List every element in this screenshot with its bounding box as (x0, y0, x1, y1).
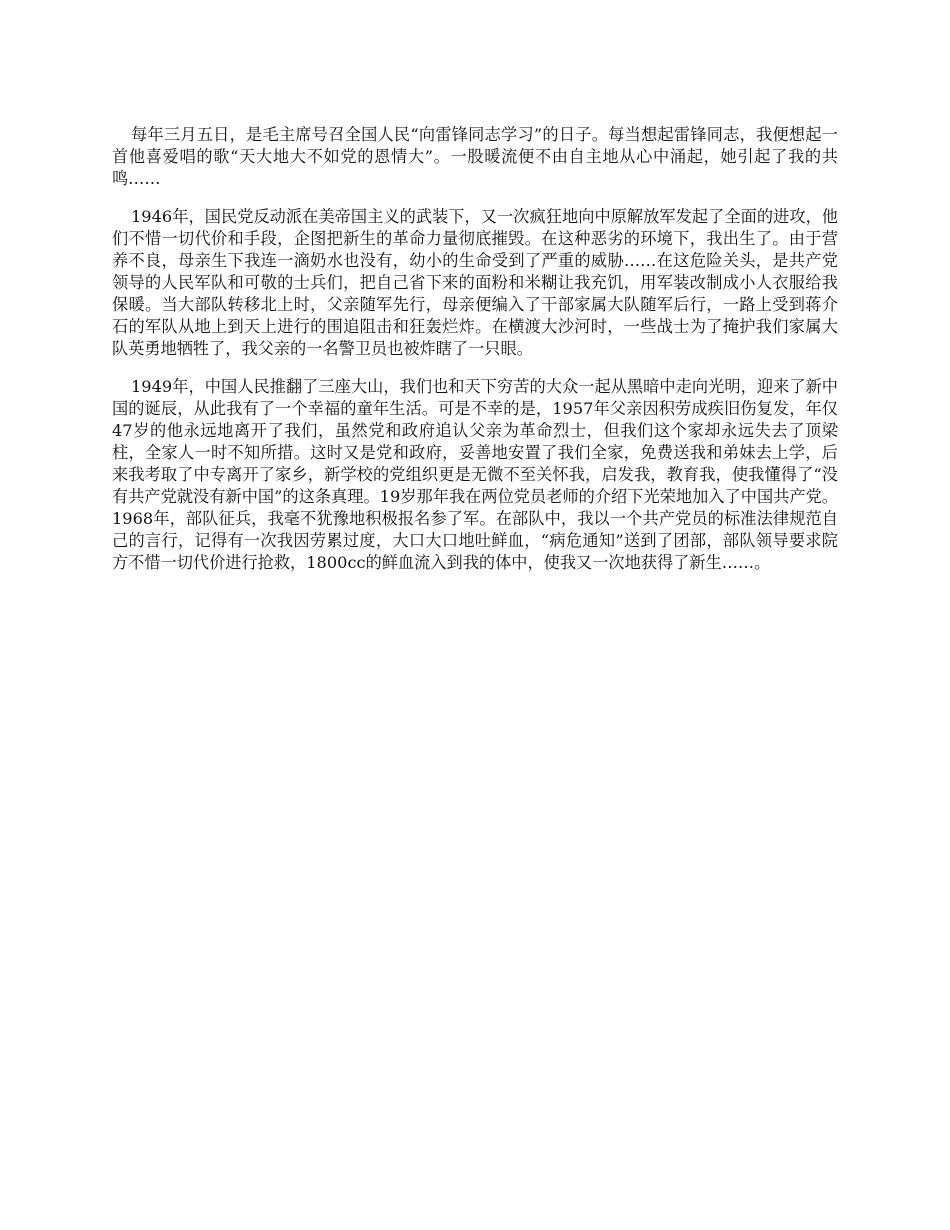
paragraph-3: 1949年，中国人民推翻了三座大山，我们也和天下穷苦的大众一起从黑暗中走向光明，迎来了新中国的诞辰，从此我有了一个幸福的童年生活。可是不幸的是，1957年父亲因积劳成疾旧伤复发，年仅47岁的他永远地离开了我们，虽然党和政府追认父亲为革命烈士，但我们这个家却永远失去了顶梁柱，全家人一时不知所措。这时又是党和政府，妥善地安置了我们全家，免费送我和弟妹去上学，后来我考取了中专离开了家乡，新学校的党组织更是无微不至关怀我，启发我，教育我，使我懂得了“没有共产党就没有新中国”的这条真理。19岁那年我在两位党员老师的介绍下光荣地加入了中国共产党。1968年，部队征兵，我毫不犹豫地积极报名参了军。在部队中，我以一个共产党员的标准法律规范自己的言行，记得有一次我因劳累过度，大口大口地吐鲜血，“病危通知”送到了团部，部队领导要求院方不惜一切代价进行抢救，1800cc的鲜血流入到我的体中，使我又一次地获得了新生……。 (112, 377, 838, 572)
paragraph-1: 每年三月五日，是毛主席号召全国人民“向雷锋同志学习”的日子。每当想起雷锋同志，我便想起一首他喜爱唱的歌“天大地大不如党的恩情大”。一股暖流便不由自主地从心中涌起，她引起了我的共鸣…… (112, 125, 838, 188)
paragraph-2: 1946年，国民党反动派在美帝国主义的武装下，又一次疯狂地向中原解放军发起了全面的进攻，他们不惜一切代价和手段，企图把新生的革命力量彻底摧毁。在这种恶劣的环境下，我出生了。由于营养不良，母亲生下我连一滴奶水也没有，幼小的生命受到了严重的威胁……在这危险关头，是共产党领导的人民军队和可敬的士兵们，把自己省下来的面粉和米糊让我充饥，用军装改制成小人衣服给我保暖。当大部队转移北上时，父亲随军先行，母亲便编入了干部家属大队随军后行，一路上受到蒋介石的军队从地上到天上进行的围追阻击和狂轰烂炸。在横渡大沙河时，一些战士为了掩护我们家属大队英勇地牺牲了，我父亲的一名警卫员也被炸瞎了一只眼。 (112, 207, 838, 358)
document-body (112, 124, 838, 590)
